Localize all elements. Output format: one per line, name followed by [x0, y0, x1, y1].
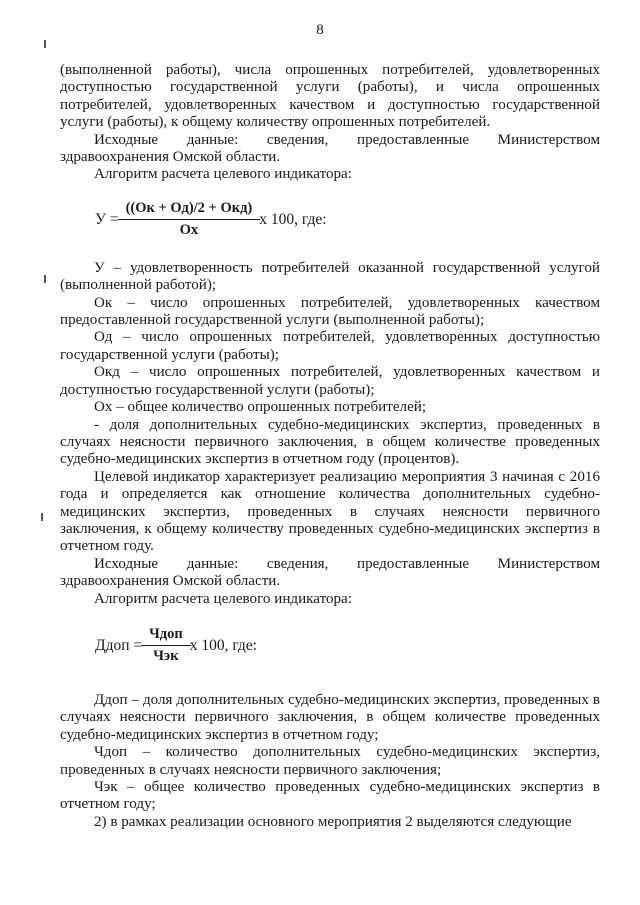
paragraph-final: 2) в рамках реализации основного мероприятия 2 выделяются следующие	[94, 813, 572, 830]
formula-1-rhs: x 100, где:	[259, 211, 327, 229]
formula-2-numerator: Чдоп	[149, 625, 183, 642]
paragraph-source-2: Исходные данные: сведения, предоставленные Министерством здравоохранения Омской области.	[60, 555, 600, 590]
definition-ox: Ох – общее количество опрошенных потребителей;	[94, 399, 427, 416]
formula-1-denominator: Ох	[118, 219, 261, 239]
definition-od: Од – число опрошенных потребителей, удовлетворенных доступностью государственной услуги (работы);	[60, 329, 600, 363]
definition-chdop: Чдоп – количество дополнительных судебно-медицинских экспертиз, проведенных в случаях неясности первичного заключения;	[60, 744, 600, 778]
definition-chek: Чэк – общее количество проведенных судебно-медицинских экспертиз в отчетном году;	[60, 779, 600, 813]
scan-mark	[44, 275, 46, 283]
formula-1-numerator: ((Ок + Од)/2 + Окд)	[125, 199, 253, 216]
paragraph-source-1: Исходные данные: сведения, предоставленные Министерством здравоохранения Омской области.	[60, 131, 600, 166]
formula-2-fraction	[145, 626, 187, 666]
scan-mark	[44, 40, 46, 48]
scan-mark	[41, 513, 43, 521]
paragraph-algorithm-2: Алгоритм расчета целевого индикатора:	[94, 590, 352, 607]
definition-ok: Ок – число опрошенных потребителей, удовлетворенных качеством предоставленной государственной услуги (выполненной работы);	[60, 294, 600, 329]
formula-1-lhs: У =	[95, 211, 119, 229]
definition-u: У – удовлетворенность потребителей оказанной государственной услугой (выполненной работой);	[60, 259, 600, 294]
paragraph-algorithm-1: Алгоритм расчета целевого индикатора:	[94, 166, 352, 183]
paragraph-indicator-description: Целевой индикатор характеризует реализацию мероприятия 3 начиная с 2016 года и определяется как отношение количества дополнительных судебно-медицинских экспертиз, проведенных в случаях неясности первичного заключения, к общему количеству проведенных судебно-медицинских экспертиз в отчетном году.	[60, 468, 600, 555]
formula-additional-share	[60, 622, 600, 692]
formula-2-lhs: Ддоп =	[95, 637, 143, 655]
formula-2-rhs: x 100, где:	[189, 637, 258, 655]
page-number: 8	[316, 22, 324, 38]
formula-2-denominator: Чэк	[141, 645, 191, 665]
definition-ddop: Ддоп – доля дополнительных судебно-медицинских экспертиз, проведенных в случаях неясности первичного заключения, в общем количестве проведенных судебно-медицинских экспертиз в отчетном году;	[60, 691, 600, 743]
definition-okd: Окд – число опрошенных потребителей, удовлетворенных качеством и доступностью государственной услуги (работы);	[60, 364, 600, 398]
formula-1-fraction	[122, 200, 257, 240]
document-body	[60, 62, 600, 831]
paragraph-intro: (выполненной работы), числа опрошенных потребителей, удовлетворенных доступностью государственной услуги (работы), и числа опрошенных потребителей, удовлетворенных качеством и доступностью государственной услуги (работы), к общему количеству опрошенных потребителей.	[60, 62, 600, 131]
formula-satisfaction	[60, 190, 600, 260]
indicator-ddop: - доля дополнительных судебно-медицинских экспертиз, проведенных в случаях неясности первичного заключения, в общем количестве проведенных судебно-медицинских экспертиз в отчетном году (процентов).	[60, 416, 600, 468]
